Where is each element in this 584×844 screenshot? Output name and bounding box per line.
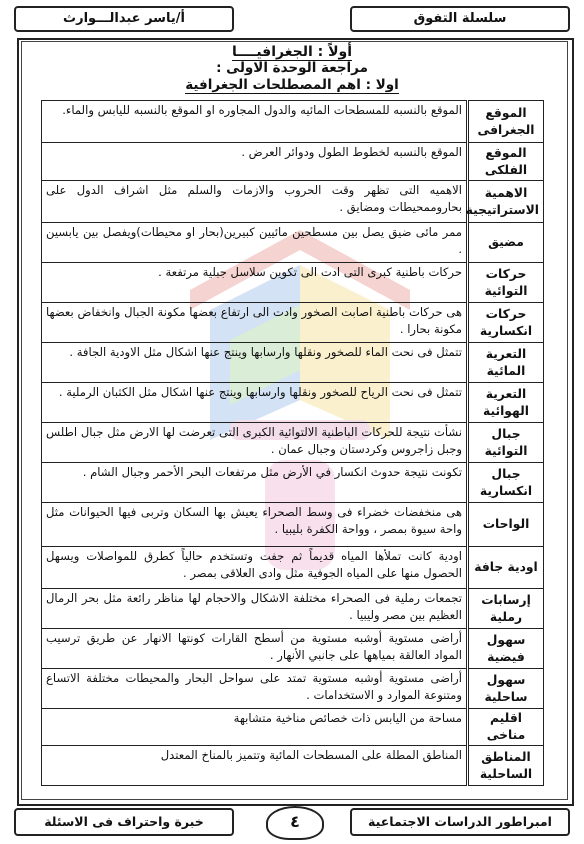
term-cell: اودية جافة bbox=[468, 547, 544, 589]
term-cell: حركات انكسارية bbox=[468, 303, 544, 343]
definition-cell: تتمثل فى نحت الرياح للصخور ونقلها وارسابها وينتج عنها اشكال مثل الكثبان الرملية . bbox=[42, 383, 468, 423]
terms-heading-text: اولا : اهم المصطلحات الجغرافية bbox=[185, 77, 399, 93]
table-row bbox=[42, 547, 544, 589]
definition-cell: الموقع بالنسبه للمسطحات المائيه والدول المجاوره او الموقع بالنسبه لليابس والماء. bbox=[42, 101, 468, 143]
table-row bbox=[42, 263, 544, 303]
term-cell: المناطق الساحلية bbox=[468, 746, 544, 786]
definition-cell: مساحة من اليابس ذات خصائص مناخية متشابهة bbox=[42, 709, 468, 746]
definition-cell: تتمثل فى نحت الماء للصخور ونقلها وارسابها وينتج عنها اشكال مثل الاودية الجافة . bbox=[42, 343, 468, 383]
definition-cell: أراضى مستوية أوشبه مستوية من أسطح القارات كونتها الانهار عن طريق ترسيب المواد العالقة بمياهها على جانبي الأنهار . bbox=[42, 629, 468, 669]
section-title bbox=[0, 44, 584, 60]
definition-cell: الموقع بالنسبه لخطوط الطول ودوائر العرض . bbox=[42, 143, 468, 181]
definition-cell: اودية كانت تملأها المياه قديماً ثم جفت وتستخدم حالياً كطرق للمواصلات ويسهل الحصول منها على المياه الجوفية مثل وادى العلاقى بمصر . bbox=[42, 547, 468, 589]
term-cell: التعرية المائية bbox=[468, 343, 544, 383]
term-cell: الموقع الجغرافى bbox=[468, 101, 544, 143]
table-row bbox=[42, 423, 544, 463]
table-row bbox=[42, 303, 544, 343]
term-cell: إرسابات رملية bbox=[468, 589, 544, 629]
term-cell: الموقع الفلكى bbox=[468, 143, 544, 181]
series-name-box: سلسلة التفوق bbox=[350, 6, 570, 32]
author-box: أ/ياسر عبدالـــوارث bbox=[14, 6, 234, 32]
term-cell: مضيق bbox=[468, 223, 544, 263]
definition-cell: أراضى مستوية أوشبه مستوية تمتد على سواحل البحار والمحيطات مختلفة الاتساع ومتنوعة الموارد و الاستخدامات . bbox=[42, 669, 468, 709]
term-cell: سهول ساحلية bbox=[468, 669, 544, 709]
table-row bbox=[42, 463, 544, 503]
term-cell: الاهمية الاستراتيجية bbox=[468, 181, 544, 223]
table-row bbox=[42, 669, 544, 709]
table-row bbox=[42, 709, 544, 746]
term-cell: حركات التوائية bbox=[468, 263, 544, 303]
term-cell: التعرية الهوائية bbox=[468, 383, 544, 423]
table-row bbox=[42, 101, 544, 143]
definition-cell: حركات باطنية كبرى التى ادت الى تكوين سلاسل جبلية مرتفعة . bbox=[42, 263, 468, 303]
table-row bbox=[42, 143, 544, 181]
section-title-text: أولاً : الجغرافيــــا bbox=[231, 44, 353, 60]
definition-cell: تجمعات رملية فى الصحراء مختلفة الاشكال والاحجام لها مناظر رائعة مثل بحر الرمال العظيم بين مصر وليبيا . bbox=[42, 589, 468, 629]
table-row bbox=[42, 343, 544, 383]
table-row bbox=[42, 589, 544, 629]
review-subtitle: مراجعة الوحدة الاولى : bbox=[216, 60, 368, 76]
table-row bbox=[42, 503, 544, 547]
definition-cell: المناطق المطلة على المسطحات المائية وتتميز بالمناخ المعتدل bbox=[42, 746, 468, 786]
table-row bbox=[42, 181, 544, 223]
term-cell: الواحات bbox=[468, 503, 544, 547]
definition-cell: نشأت نتيجة للحركات الباطنية الالتوائية الكبرى التى تعرضت لها الارض مثل جبال اطلس وجبل زاجروس وكردستان وجبال عمان . bbox=[42, 423, 468, 463]
footer-right-box: امبراطور الدراسات الاجتماعية bbox=[350, 808, 570, 836]
term-cell: سهول فيضية bbox=[468, 629, 544, 669]
table-row bbox=[42, 223, 544, 263]
definition-cell: تكونت نتيجة حدوث انكسار في الأرض مثل مرتفعات البحر الأحمر وجبال الشام . bbox=[42, 463, 468, 503]
table-row bbox=[42, 383, 544, 423]
term-cell: اقليم مناخى bbox=[468, 709, 544, 746]
definition-cell: ممر مائى ضيق يصل بين مسطحين مائيين كبيرين(بحار او محيطات)ويفصل بين يابسين . bbox=[42, 223, 468, 263]
table-row bbox=[42, 629, 544, 669]
term-cell: جبال انكسارية bbox=[468, 463, 544, 503]
definition-cell: الاهميه التى تظهر وقت الحروب والازمات والسلم مثل اشراف الدول على بحاروممحيطات ومضايق . bbox=[42, 181, 468, 223]
footer-left-box: خبرة واحتراف فى الاسئلة bbox=[14, 808, 234, 836]
definition-cell: هى منخفضات خضراء فى وسط الصحراء يعيش بها السكان وتربى فيها الحيوانات مثل واحة سيوة بمصر ، وواحة الكفرة بليبيا . bbox=[42, 503, 468, 547]
page-number: ٤ bbox=[266, 806, 324, 840]
terms-table bbox=[41, 100, 544, 786]
table-row bbox=[42, 746, 544, 786]
terms-heading bbox=[0, 77, 584, 93]
definition-cell: هى حركات باطنية اصابت الصخور وادت الى ارتفاع بعضها مكونة الجبال وانخفاض بعضها مكونة بحارا . bbox=[42, 303, 468, 343]
term-cell: جبال التوائية bbox=[468, 423, 544, 463]
